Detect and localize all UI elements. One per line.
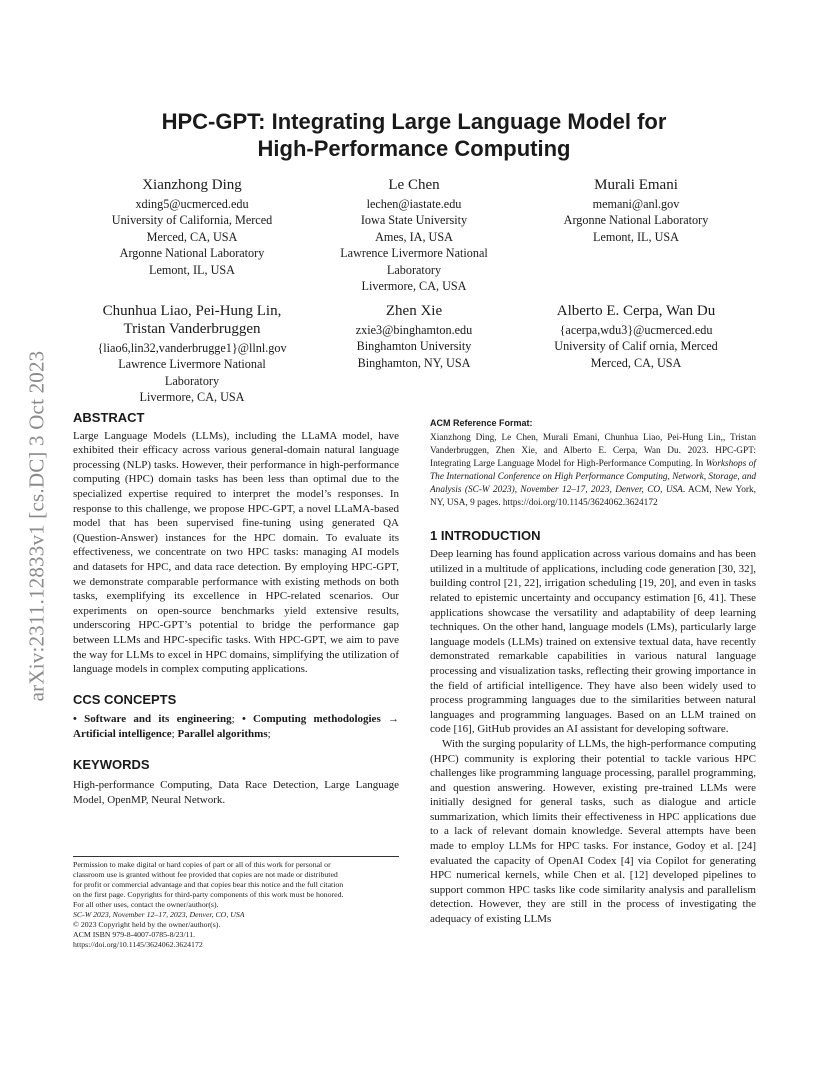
footnote-line: For all other uses, contact the owner/author(s).: [73, 900, 219, 909]
author-name: Murali Emani: [594, 177, 678, 193]
ccs-term: • Software and its engineering: [73, 713, 232, 726]
footnote-venue: SC-W 2023, November 12–17, 2023, Denver, CO, USA: [73, 910, 245, 919]
ccs-heading: CCS CONCEPTS: [73, 691, 177, 707]
footnote-line: on the first page. Copyrights for third-party components of this work must be honored.: [73, 890, 344, 899]
author-block: [82, 302, 302, 406]
author-name: Tristan Vanderbruggen: [123, 321, 261, 337]
author-line: University of California, Merced: [111, 213, 273, 228]
ccs-separator: ;: [231, 713, 242, 726]
title-line-2: High-Performance Computing: [257, 136, 571, 161]
paper-title: [100, 108, 728, 162]
ccs-term: Parallel algorithms: [177, 727, 268, 740]
author-line: Livermore, CA, USA: [139, 390, 245, 405]
footnote-line: Permission to make digital or hard copies of part or all of this work for personal or: [73, 860, 331, 869]
author-line: Lemont, IL, USA: [149, 262, 235, 277]
footnote-line: classroom use is granted without fee provided that copies are not made or distributed: [73, 870, 338, 879]
abstract-heading: ABSTRACT: [73, 410, 145, 425]
footnote-rule: [73, 856, 399, 857]
footnote-doi: https://doi.org/10.1145/3624062.3624172: [73, 940, 203, 949]
abstract-text: Large Language Models (LLMs), including the LLaMA model, have exhibited their efficacy across various general-domain natural language processing (NLP) tasks. However, their performance in high-performance computing (HPC) domain tasks has been less than optimal due to the specialized expertise required to interpret the model’s responses. In response to this challenge, we propose HPC-GPT, a novel LLaMA-based model that has been supervised fine-tuning using generated QA (Question-Answer) instances for the HPC domain. To evaluate its effectiveness, we concentrate on two HPC tasks: managing AI models and datasets for HPC, and data race detection. By employing HPC-GPT, we demonstrate comparable performance with existing methods on both tasks, exemplifying its excellence in HPC-related scenarios. Our experiments on open-source benchmarks yield extensive results, underscoring HPC-GPT’s potential to bridge the performance gap between LLMs and HPC-specific tasks. With HPC-GPT, we aim to pave the way for LLMs to excel in HPC domains, simplifying the utilization of language models in complex computing applications.: [73, 429, 399, 676]
author-name: Alberto E. Cerpa, Wan Du: [556, 303, 716, 319]
ccs-separator: ;: [171, 727, 178, 740]
author-line: memani@anl.gov: [592, 197, 680, 211]
right-column: [430, 416, 756, 927]
footnote-copyright: © 2023 Copyright held by the owner/author(s).: [73, 920, 221, 929]
footnote-isbn: ACM ISBN 979-8-4007-0785-8/23/11.: [73, 930, 196, 939]
author-line: zxie3@binghamton.edu: [355, 323, 473, 337]
ccs-term: → Artificial intelligence: [73, 713, 400, 740]
author-line: {acerpa,wdu3}@ucmerced.edu: [559, 323, 713, 337]
footnote-line: for profit or commercial advantage and that copies bear this notice and the full citation: [73, 880, 344, 889]
author-line: Lawrence Livermore National: [340, 246, 488, 261]
acm-ref-text: [430, 432, 756, 510]
author-line: Lemont, IL, USA: [593, 229, 679, 244]
author-line: Argonne National Laboratory: [563, 213, 709, 228]
author-line: Livermore, CA, USA: [361, 279, 467, 294]
author-block: [314, 302, 514, 371]
intro-paragraph: Deep learning has found application across various domains and has been utilized in a multitude of applications, including code generation [30, 32], building control [21, 22], irrigation scheduling [19, 20], and even in tasks related to epistemic uncertainty and occupancy estimation [6, 41]. These applications showcase the versatility and adaptability of deep learning techniques. On the other hand, language models (LMs), particularly large language models (LLMs) trained on extensive textual data, have recently demonstrated remarkable capabilities in various natural language processing and visualization tasks, reflecting their growing importance in the field of artificial intelligence. They have also been widely used to process programming languages due to the similarities between natural languages and programming languages. Based on an LLM trained on code [16], GitHub provides an AI assistant for developing software.: [430, 548, 756, 736]
author-block: [314, 176, 514, 294]
author-line: Ames, IA, USA: [375, 229, 453, 244]
permission-footnote: [73, 860, 399, 950]
arxiv-id: arXiv:2311.12833v1 [cs.DC] 3 Oct 2023: [24, 350, 49, 702]
author-line: Merced, CA, USA: [590, 355, 682, 370]
acm-ref-part: . ACM, New York, NY, USA, 9 pages. https://doi.org/10.1145/3624062.3624172: [430, 484, 757, 508]
keywords-text: High-performance Computing, Data Race Detection, Large Language Model, OpenMP, Neural Network.: [73, 779, 399, 806]
author-line: Laboratory: [164, 373, 220, 388]
author-name: Zhen Xie: [385, 303, 443, 319]
author-block: [536, 176, 736, 245]
author-name: Le Chen: [388, 177, 440, 193]
left-column: [73, 411, 399, 807]
author-block: [92, 176, 292, 278]
author-line: Laboratory: [386, 262, 442, 277]
title-line-1: HPC-GPT: Integrating Large Language Model for: [161, 109, 667, 134]
author-block: [526, 302, 746, 371]
author-line: lechen@iastate.edu: [366, 197, 462, 211]
ccs-concepts: [73, 712, 399, 741]
intro-paragraph: With the surging popularity of LLMs, the high-performance computing (HPC) community is exploring their potential to tackle various HPC challenges like programming language processing, parallel programming, and question answering. However, existing pre-trained LLMs were initially designed for general tasks, such as dialogue and article summarization, which limits their effectiveness in HPC applications due to a lack of relevant domain knowledge. Several attempts have been made to employ LLMs for HPC tasks. For instance, Godoy et al. [24] evaluated the capacity of OpenAI Codex [4] via Copilot for generating HPC numerical kernels, while Chen et al. [12] developed pipelines to support common HPC tasks like code similarity analysis and parallelism detection. However, they are still in the process of investigating the adequacy of existing LLMs: [430, 737, 756, 926]
arxiv-sidebar: [20, 296, 54, 756]
author-line: Binghamton, NY, USA: [357, 355, 471, 370]
author-name: Chunhua Liao, Pei-Hung Lin,: [102, 303, 282, 319]
author-line: {liao6,lin32,vanderbrugge1}@llnl.gov: [97, 341, 287, 355]
ccs-term: • Computing methodologies: [241, 713, 381, 726]
acm-ref-venue: Workshops of The International Conference on High Performance Computing, Network, Storage, and Analysis (SC-W 2023), November 12–17, 2023, Denver, CO, USA: [430, 458, 756, 495]
author-line: Merced, CA, USA: [146, 229, 238, 244]
author-line: Lawrence Livermore National: [118, 357, 266, 372]
author-line: Iowa State University: [360, 213, 468, 228]
author-line: xding5@ucmerced.edu: [135, 197, 249, 211]
intro-heading: 1 INTRODUCTION: [430, 527, 541, 543]
author-line: University of Calif ornia, Merced: [554, 339, 718, 354]
author-line: Binghamton University: [356, 339, 472, 354]
acm-ref-heading: ACM Reference Format:: [430, 418, 533, 428]
ccs-separator: ;: [267, 727, 271, 740]
author-line: Argonne National Laboratory: [119, 246, 265, 261]
author-name: Xianzhong Ding: [142, 177, 242, 193]
keywords-heading: KEYWORDS: [73, 757, 150, 773]
acm-ref-part: Xianzhong Ding, Le Chen, Murali Emani, Chunhua Liao, Pei-Hung Lin,, Tristan Vanderbruggen, Zhen Xie, and Alberto E. Cerpa, Wan Du. 2023. HPC-GPT: Integrating Large Language Model for High-Performance Computing. In: [430, 432, 756, 469]
